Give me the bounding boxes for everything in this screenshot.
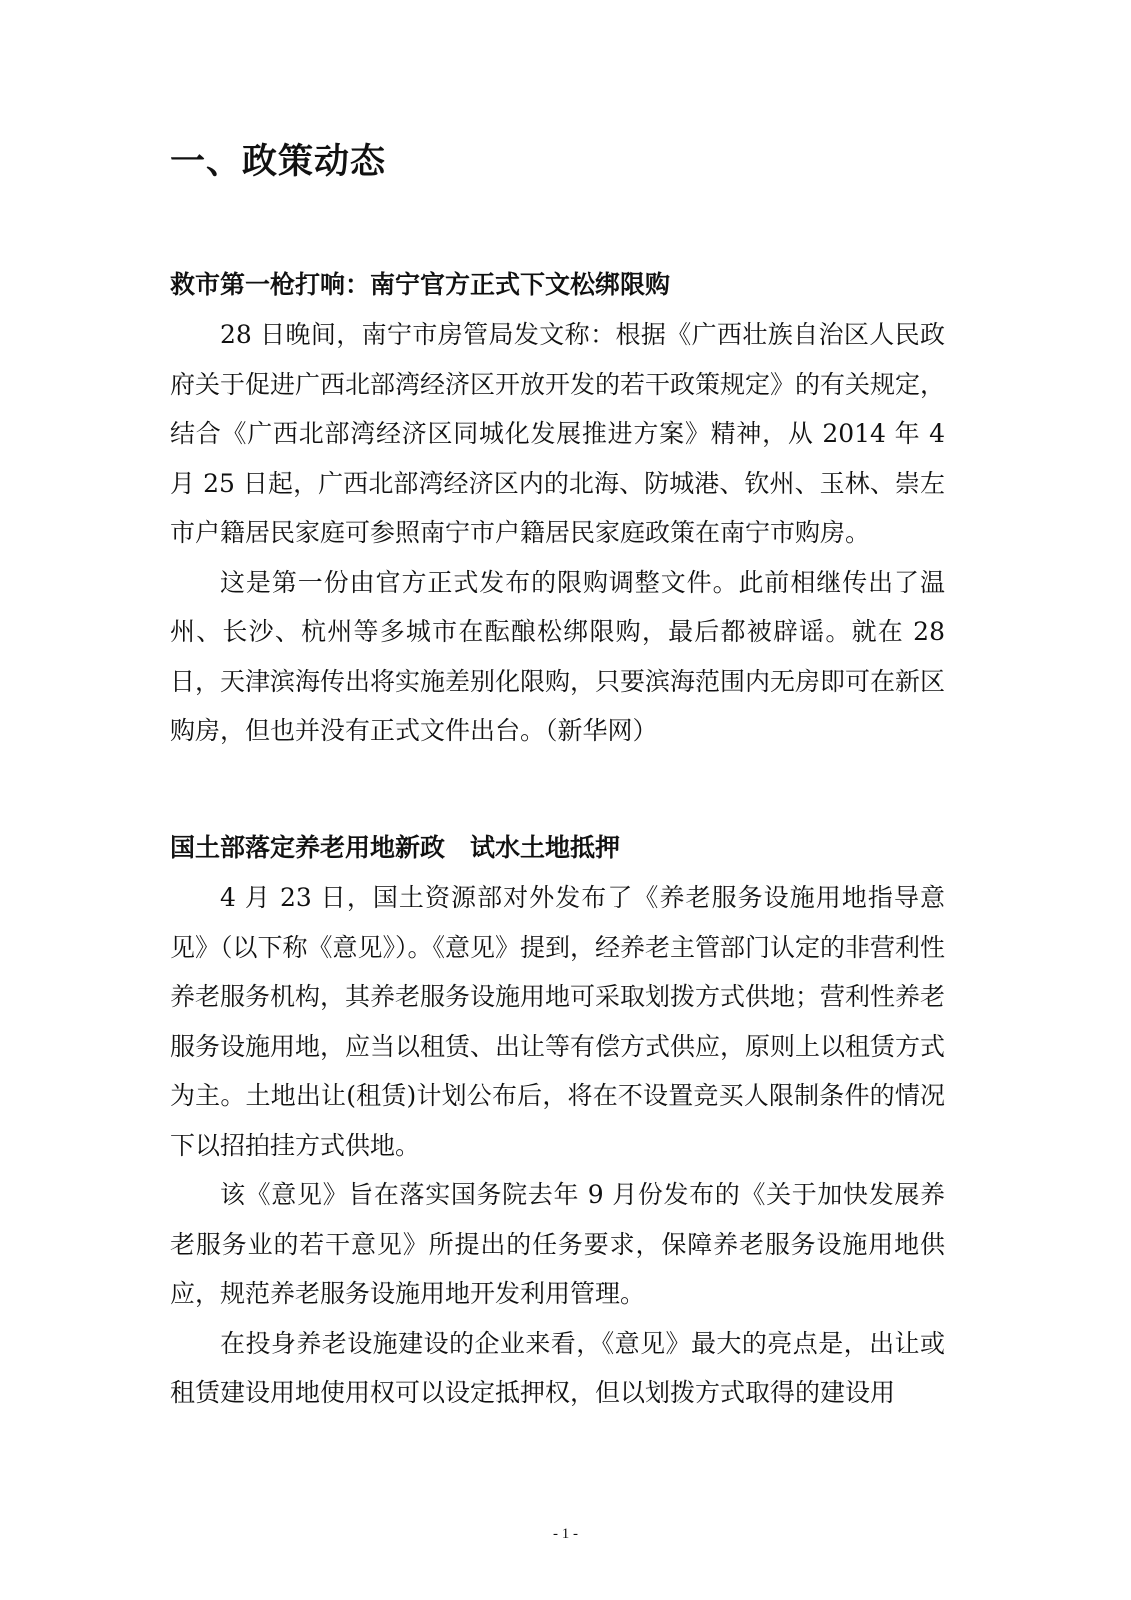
article-headline: 国土部落定养老用地新政 试水土地抵押: [170, 833, 621, 862]
article-paragraph: 28 日晚间，南宁市房管局发文称：根据《广西壮族自治区人民政府关于促进广西北部湾经济区开放开发的若干政策规定》的有关规定，结合《广西北部湾经济区同城化发展推进方案》精神，从 2014 年 4 月 25 日起，广西北部湾经济区内的北海、防城港、钦州、玉林、崇左市户籍居民家庭可参照南宁市户籍居民家庭政策在南宁市购房。: [170, 320, 946, 547]
article-paragraph: 4 月 23 日，国土资源部对外发布了《养老服务设施用地指导意见》（以下称《意见》）。《意见》提到，经养老主管部门认定的非营利性养老服务机构，其养老服务设施用地可采取划拨方式供地；营利性养老服务设施用地，应当以租赁、出让等有偿方式供应，原则上以租赁方式为主。土地出让(租赁)计划公布后，将在不设置竞买人限制条件的情况下以招拍挂方式供地。: [170, 883, 946, 1160]
page-number: - 1 -: [553, 1526, 578, 1542]
article-paragraph: 这是第一份由官方正式发布的限购调整文件。此前相继传出了温州、长沙、杭州等多城市在酝酿松绑限购，最后都被辟谣。就在 28 日，天津滨海传出将实施差别化限购，只要滨海范围内无房即可在新区购房，但也并没有正式文件出台。（新华网）: [170, 567, 946, 745]
section-title: 一、政策动态: [170, 141, 387, 182]
article-paragraph: 在投身养老设施建设的企业来看，《意见》最大的亮点是，出让或租赁建设用地使用权可以设定抵押权，但以划拨方式取得的建设用: [170, 1328, 945, 1407]
article-headline: 救市第一枪打响：南宁官方正式下文松绑限购: [170, 270, 671, 299]
article-paragraph: 该《意见》旨在落实国务院去年 9 月份发布的《关于加快发展养老服务业的若干意见》所提出的任务要求，保障养老服务设施用地供应，规范养老服务设施用地开发利用管理。: [170, 1180, 945, 1308]
article-elderly-care-land-policy: [170, 828, 945, 1418]
article-nanning-purchase-restriction: [170, 265, 945, 756]
